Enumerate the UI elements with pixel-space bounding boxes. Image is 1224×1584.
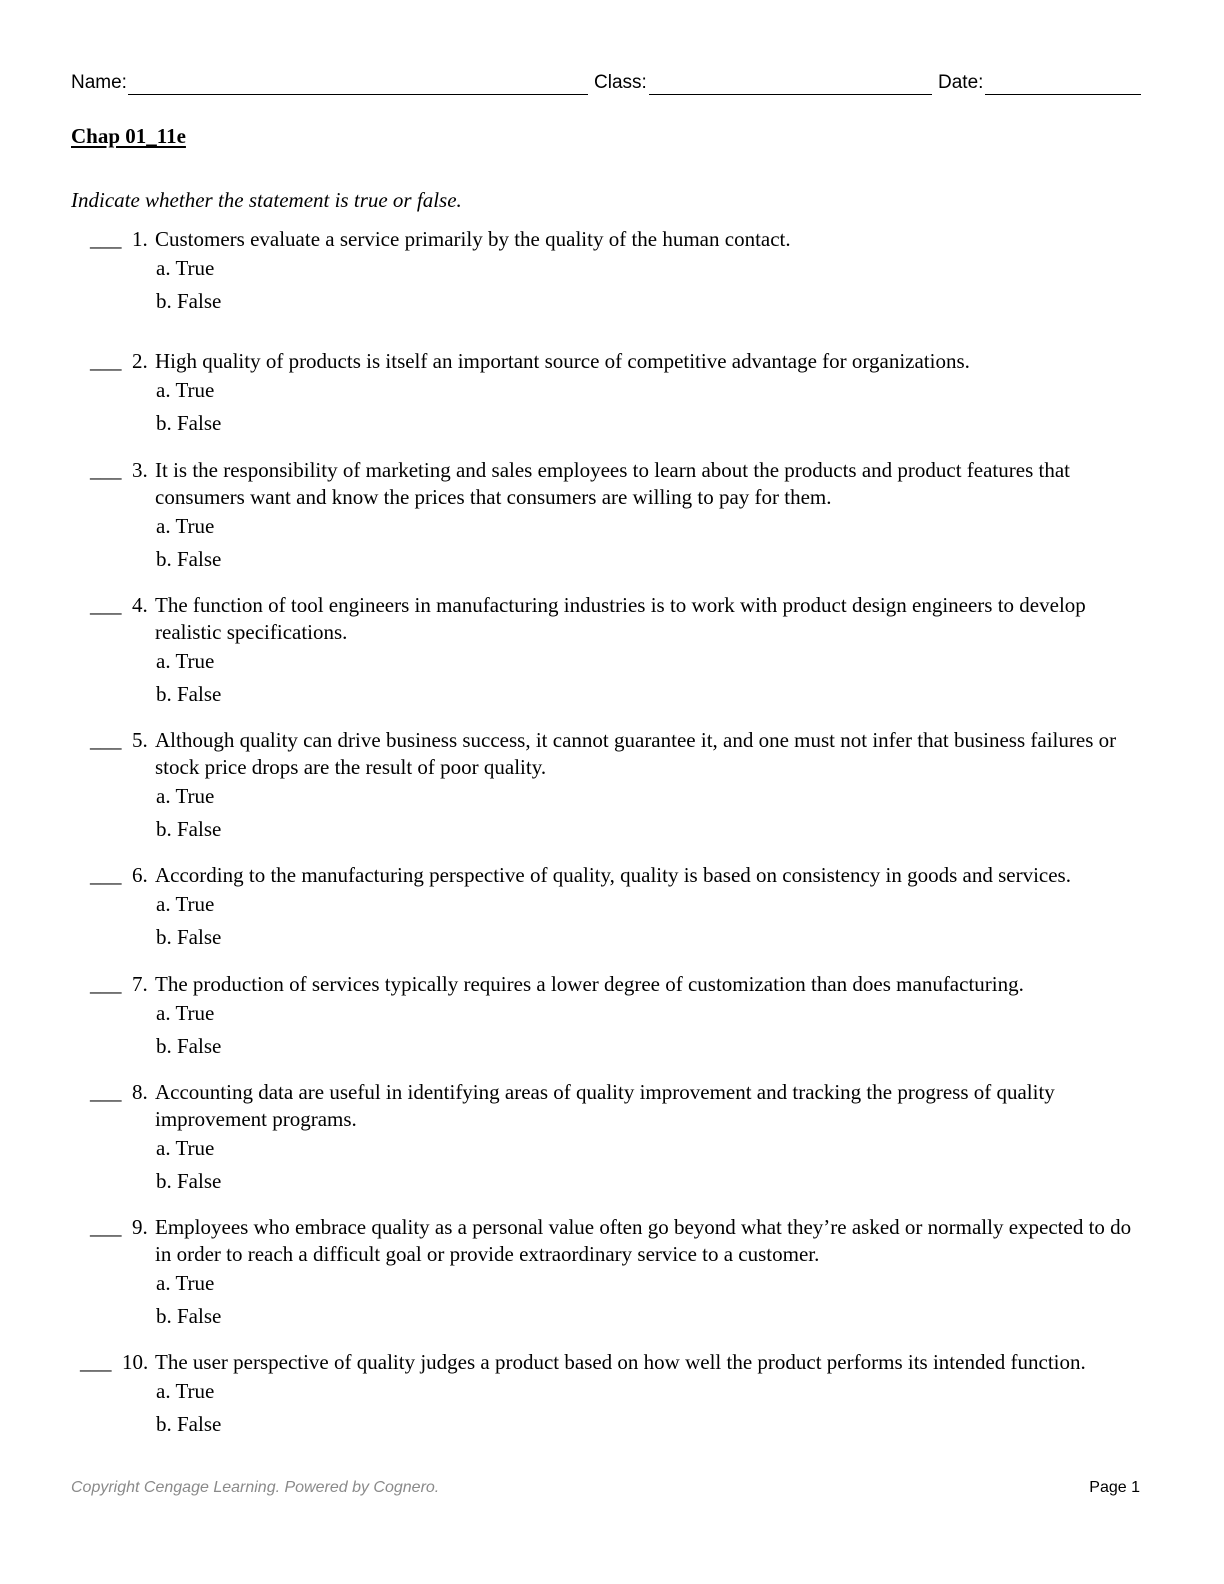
question-text: Although quality can drive business success, it cannot guarantee it, and one must not infer that business failures or stock price drops are the result of poor quality.	[155, 728, 1117, 779]
option-false: b. False	[156, 547, 222, 571]
question-text: Customers evaluate a service primarily by the quality of the human contact.	[155, 227, 791, 251]
page-number: Page 1	[1089, 1479, 1140, 1496]
option-false: b. False	[156, 289, 222, 313]
chapter-title: Chap 01_11e	[71, 124, 186, 148]
question-number: 7.	[132, 972, 148, 996]
answer-blank[interactable]: ___	[90, 227, 122, 251]
question-number: 3.	[132, 458, 148, 482]
option-false: b. False	[156, 682, 222, 706]
question-number: 4.	[132, 593, 148, 617]
answer-blank[interactable]: ___	[90, 349, 122, 373]
question-number: 5.	[132, 728, 148, 752]
question-text: According to the manufacturing perspective of quality, quality is based on consistency in goods and services.	[155, 863, 1071, 887]
option-true: a. True	[156, 514, 215, 538]
question-number: 1.	[132, 227, 148, 251]
class-field[interactable]	[649, 94, 932, 95]
answer-blank[interactable]: ___	[90, 458, 122, 482]
option-true: a. True	[156, 649, 215, 673]
instructions: Indicate whether the statement is true or false.	[71, 188, 462, 212]
answer-blank[interactable]: ___	[90, 863, 122, 887]
option-false: b. False	[156, 1304, 222, 1328]
answer-blank[interactable]: ___	[90, 972, 122, 996]
question-number: 8.	[132, 1080, 148, 1104]
date-label: Date:	[938, 72, 984, 93]
name-field[interactable]	[128, 94, 588, 95]
question-text: It is the responsibility of marketing and sales employees to learn about the products and product features that consumers want and know the prices that consumers are willing to pay for them.	[155, 458, 1070, 509]
question-number: 2.	[132, 349, 148, 373]
option-true: a. True	[156, 378, 215, 402]
option-false: b. False	[156, 411, 222, 435]
option-false: b. False	[156, 1034, 222, 1058]
option-true: a. True	[156, 1001, 215, 1025]
option-true: a. True	[156, 1379, 215, 1403]
question-number: 10.	[122, 1350, 149, 1374]
question-text: Employees who embrace quality as a personal value often go beyond what they’re asked or normally expected to do in order to reach a difficult goal or provide extraordinary service to a customer.	[155, 1215, 1132, 1266]
date-field[interactable]	[985, 94, 1141, 95]
student-info-header	[71, 70, 1141, 98]
answer-blank[interactable]: ___	[90, 728, 122, 752]
question-text: High quality of products is itself an important source of competitive advantage for organizations.	[155, 349, 970, 373]
question-text: The user perspective of quality judges a product based on how well the product performs its intended function.	[155, 1350, 1086, 1374]
answer-blank[interactable]: ___	[90, 1215, 122, 1239]
answer-blank[interactable]: ___	[90, 1080, 122, 1104]
class-label: Class:	[594, 72, 647, 93]
question-number: 9.	[132, 1215, 148, 1239]
question-text: The function of tool engineers in manufacturing industries is to work with product design engineers to develop realistic specifications.	[155, 593, 1086, 644]
name-label: Name:	[71, 72, 127, 93]
option-true: a. True	[156, 256, 215, 280]
option-false: b. False	[156, 1412, 222, 1436]
question-text: The production of services typically requires a lower degree of customization than does manufacturing.	[155, 972, 1024, 996]
option-true: a. True	[156, 892, 215, 916]
answer-blank[interactable]: ___	[90, 593, 122, 617]
option-false: b. False	[156, 925, 222, 949]
option-false: b. False	[156, 817, 222, 841]
question-text: Accounting data are useful in identifying areas of quality improvement and tracking the progress of quality improvement programs.	[155, 1080, 1055, 1131]
answer-blank[interactable]: ___	[80, 1350, 112, 1374]
question-number: 6.	[132, 863, 148, 887]
option-true: a. True	[156, 1136, 215, 1160]
option-false: b. False	[156, 1169, 222, 1193]
option-true: a. True	[156, 784, 215, 808]
copyright-footer: Copyright Cengage Learning. Powered by Cognero.	[71, 1479, 440, 1496]
option-true: a. True	[156, 1271, 215, 1295]
